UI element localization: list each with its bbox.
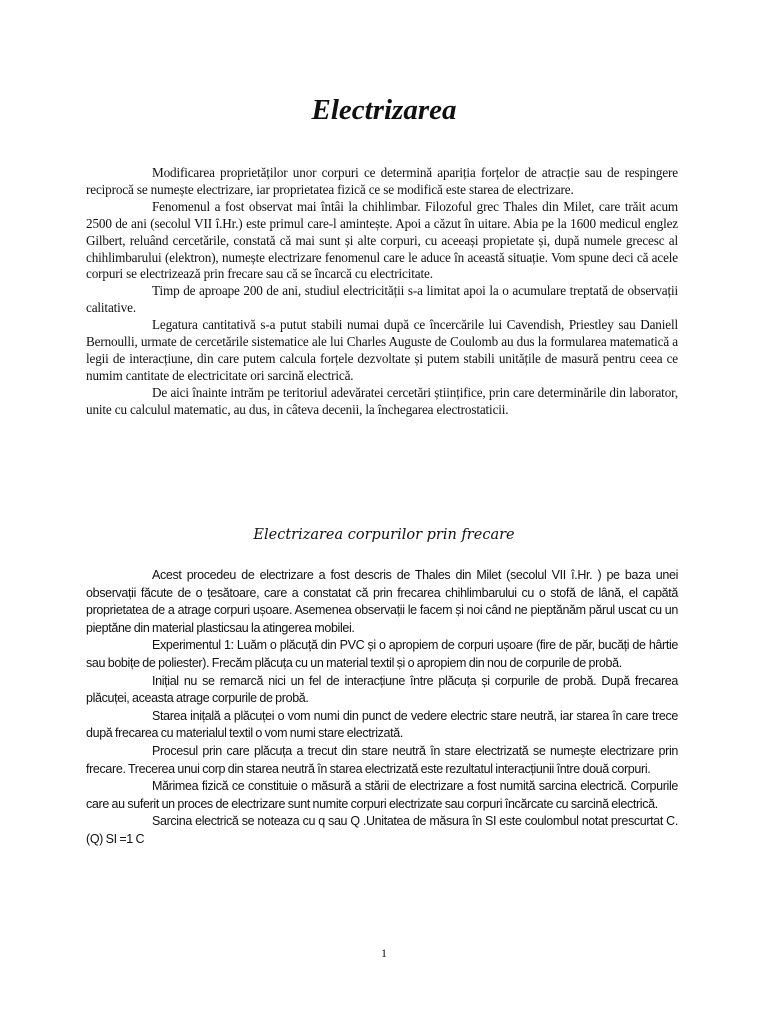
section-title: Electrizarea corpurilor prin frecare (253, 527, 515, 543)
section-paragraph: Sarcina electrică se noteaza cu q sau Q .Unitatea de măsura în SI este coulombul notat prescurtat C. (Q) SI =1 C (86, 814, 678, 846)
intro-section (86, 165, 678, 419)
page-number: 1 (381, 946, 387, 960)
section-paragraph: Mărimea fizică ce constituie o măsură a stării de electrizare a fost numită sarcina electrică. Corpurile care au suferit un proces de electrizare sunt numite corpuri electrizate sau corpuri încărcate cu sarcină electrică. (86, 779, 678, 811)
intro-paragraph: Fenomenul a fost observat mai întâi la chihlimbar. Filozoful grec Thales din Milet, care trăit acum 2500 de ani (secolul VII î.Hr.) este primul care-l amintește. Apoi a căzut în uitare. Abia pe la 1600 medicul englez Gilbert, reluând cercetările, constată că mai sunt și alte corpuri, cu aceeași propietate și, după numele grecesc al chihlimbarului (elektron), numește electrizare fenomenul care le aduce în această situație. Vom spune deci că acele corpuri se electrizează prin frecare sau că se încarcă cu electricitate. (86, 198, 678, 282)
intro-paragraph: Modificarea proprietăților unor corpuri ce determină apariția forțelor de atracție sau de respingere reciprocă se numește electrizare, iar proprietatea fizică ce se modifică este starea de electrizare. (86, 165, 678, 197)
document-title: Electrizarea (311, 94, 457, 126)
intro-paragraph: Timp de aproape 200 de ani, studiul electricității s-a limitat apoi la o acumulare treptată de observații calitative. (86, 283, 678, 316)
section-paragraph: Procesul prin care plăcuța a trecut din stare neutră în stare electrizată se numește electrizare prin frecare. Trecerea unui corp din starea neutră în starea electrizată este rezultatul interacțiunii între două corpuri. (86, 743, 678, 776)
friction-section (86, 567, 678, 849)
intro-paragraph: Legatura cantitativă s-a putut stabili numai după ce încercările lui Cavendish, Priestley sau Daniell Bernoulli, urmate de cercetările sistematice ale lui Charles Auguste de Coulomb au dus la formularea matematică a legii de interacțiune, din care putem calcula forțele dezvoltate și putem stabili unitățile de masură pentru ceea ce numim cantitate de electricitate ori sarcină electrică. (86, 317, 678, 383)
section-paragraph: Starea inițală a plăcuței o vom numi din punct de vedere electric stare neutră, iar starea în care trece după frecarea cu materialul textil o vom numi stare electrizată. (86, 708, 678, 741)
section-paragraph: Inițial nu se remarcă nici un fel de interacțiune între plăcuța și corpurile de probă. După frecarea plăcuței, aceasta atrage corpurile de probă. (86, 673, 678, 706)
intro-paragraph: De aici înainte intrăm pe teritoriul adevăratei cercetări științifice, prin care determinările din laborator, unite cu calculul matematic, au dus, in câteva decenii, la închegarea electrostaticii. (86, 384, 678, 417)
section-paragraph: Acest procedeu de electrizare a fost descris de Thales din Milet (secolul VII î.Hr. ) pe baza unei observații făcute de o țesătoare, care a constatat că prin frecarea chihlimbarului cu o stofă de lână, el capătă proprietatea de a atrage corpuri ușoare. Asemenea observații le facem și noi când ne pieptănăm părul uscat cu un pieptăne din material plasticsau la atingerea mobilei. (86, 568, 678, 635)
section-paragraph: Experimentul 1: Luăm o plăcuță din PVC și o apropiem de corpuri ușoare (fire de păr, bucăți de hârtie sau bobițe de poliester). Frecăm plăcuța cu un material textil și o apropiem din nou de corpurile de probă. (86, 638, 678, 670)
